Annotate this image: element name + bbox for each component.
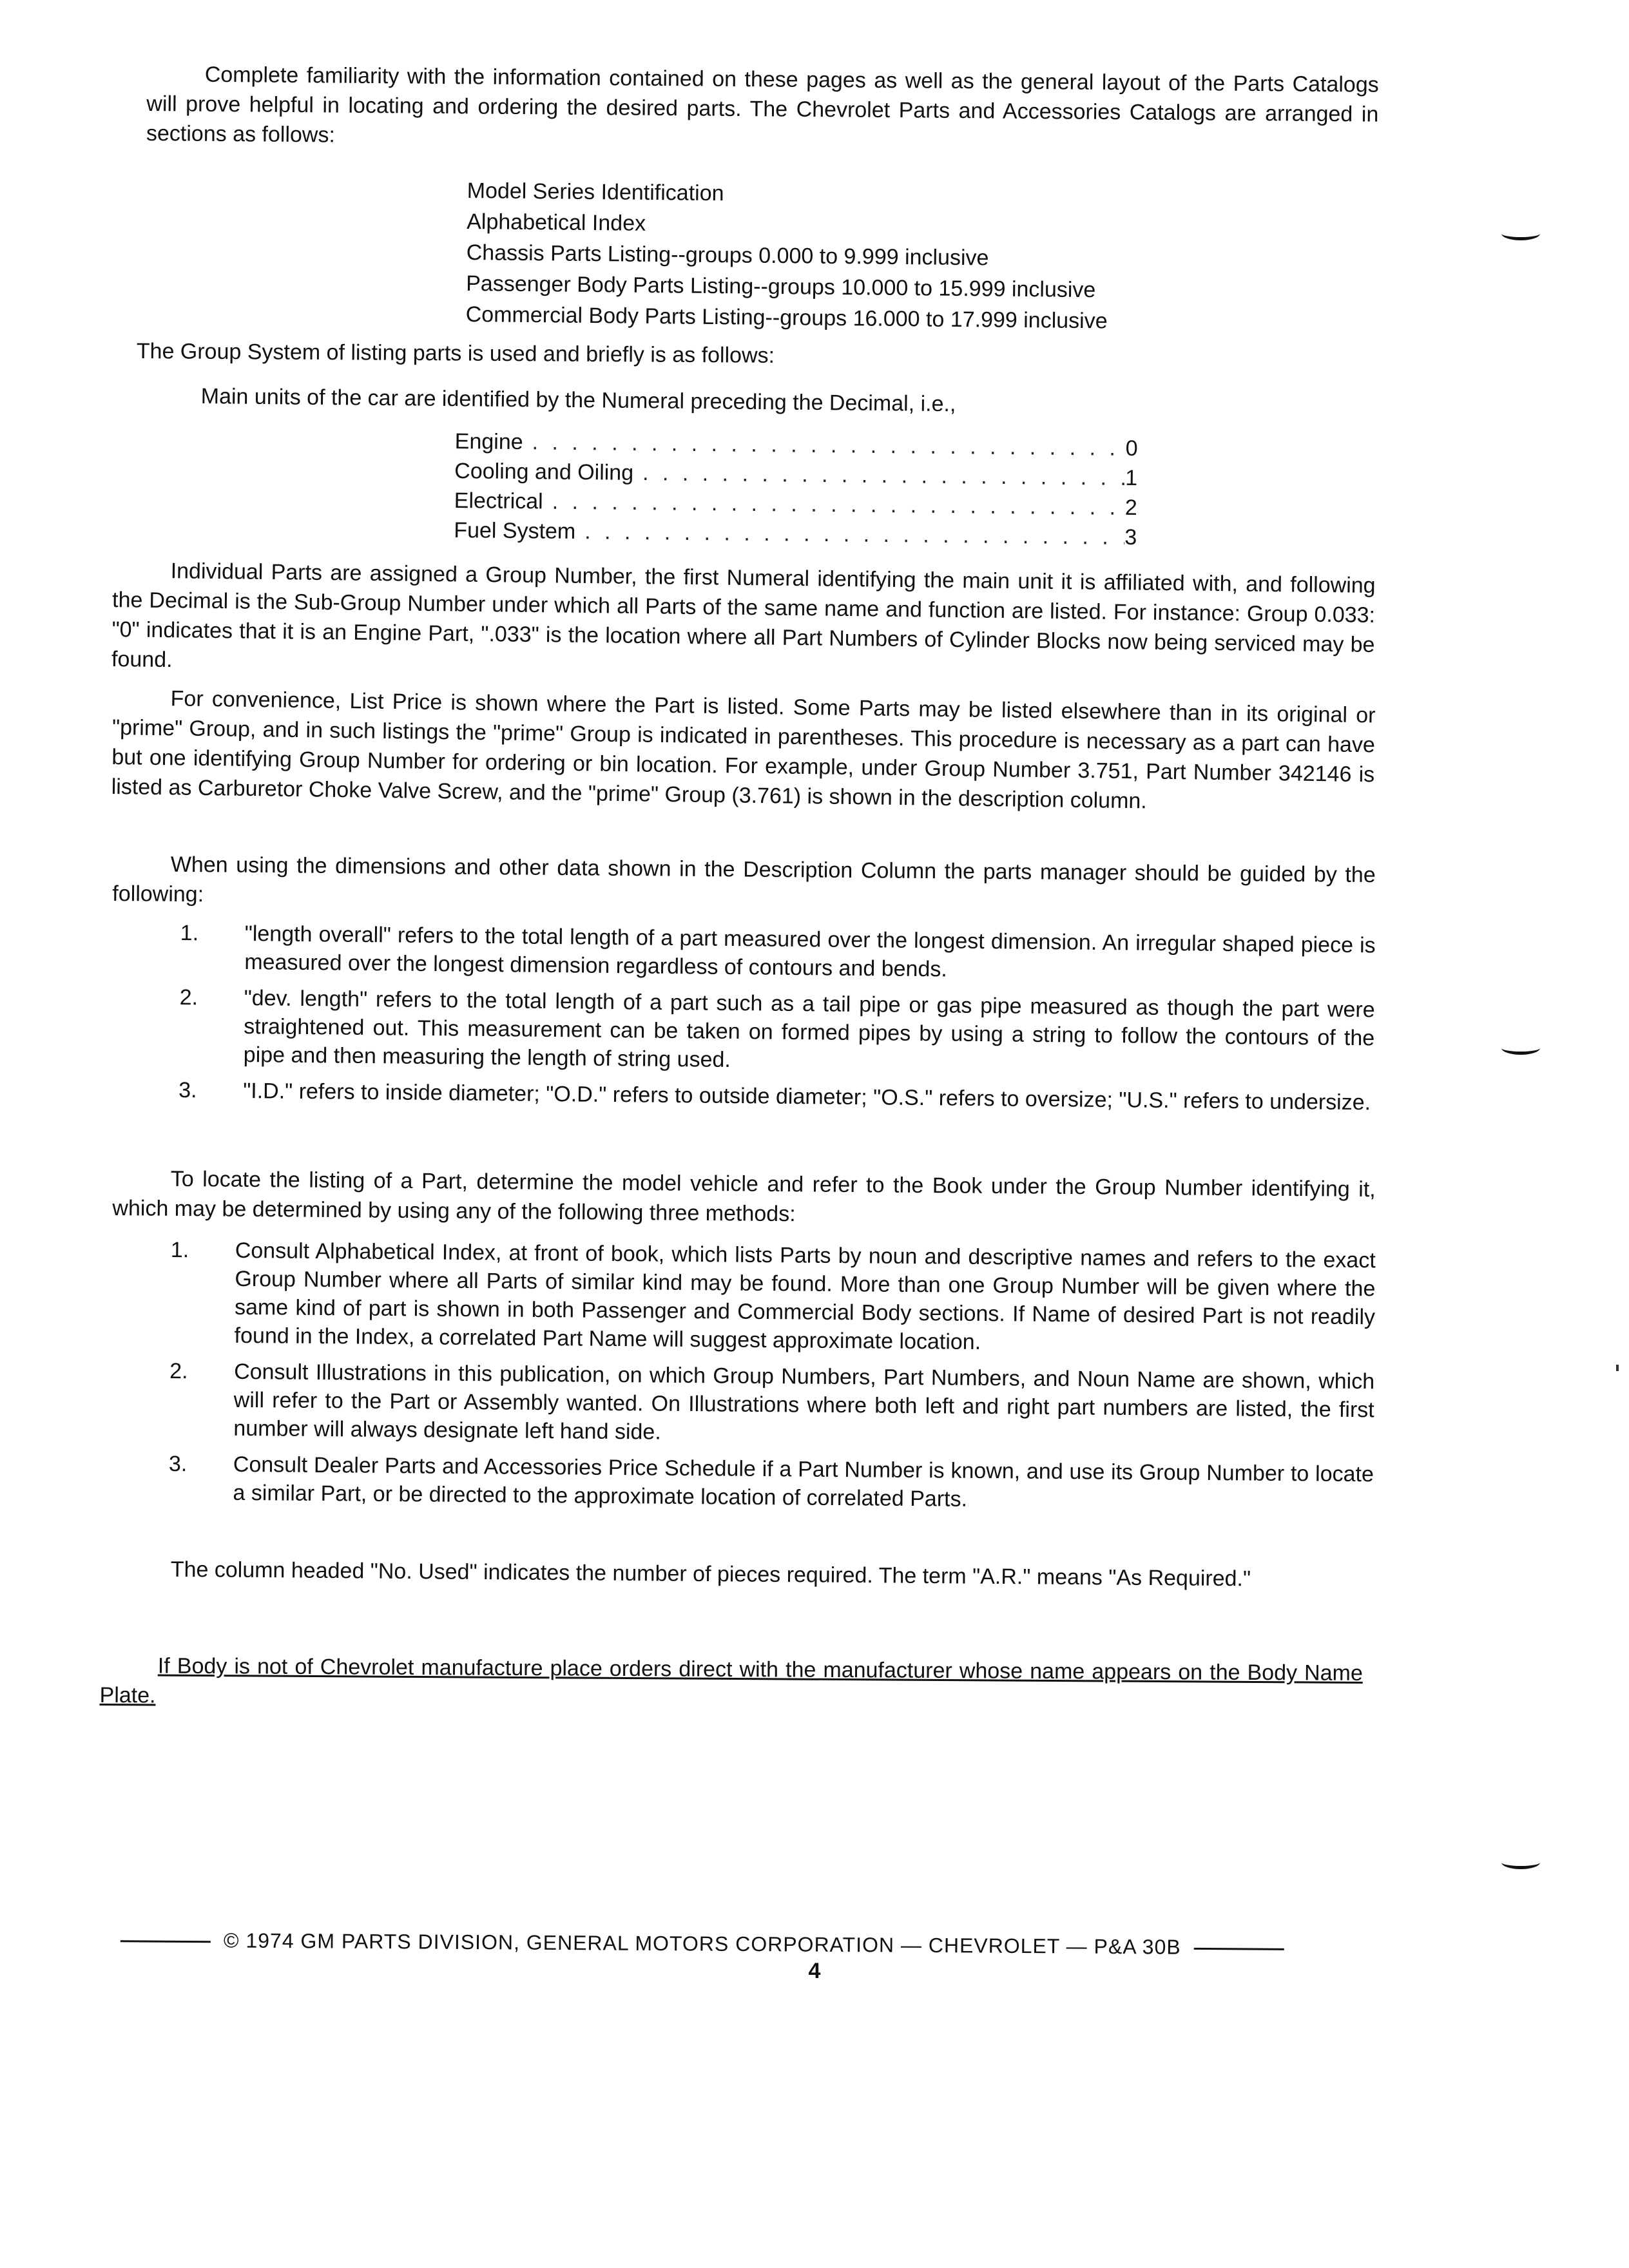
list-number: 3. xyxy=(178,1077,197,1103)
methods-list xyxy=(168,1236,1376,1524)
unit-name: Cooling and Oiling xyxy=(454,458,634,485)
list-number: 1. xyxy=(180,920,199,946)
main-units-table xyxy=(454,427,1138,552)
section-item: Chassis Parts Listing--groups 0.000 to 9.999 inclusive xyxy=(466,240,989,271)
no-used-paragraph: The column headed "No. Used" indicates the number of pieces required. The term "A.R." means "As Required." xyxy=(170,1557,1251,1591)
main-units-intro: Main units of the car are identified by the Numeral preceding the Decimal, i.e., xyxy=(200,383,956,417)
unit-value: 2 xyxy=(1124,495,1137,521)
intro-paragraph: Complete familiarity with the information contained on these pages as well as the general layout of the Parts Catalogs will prove helpful in locating and ordering the desired parts. The Chevrolet Parts and Accessories Catalogs are arranged in sections as follows: xyxy=(146,62,1379,148)
footer-text: © 1974 GM PARTS DIVISION, GENERAL MOTORS CORPORATION — CHEVROLET — P&A 30B xyxy=(223,1928,1181,1959)
list-item xyxy=(178,1076,1374,1117)
list-number: 2. xyxy=(179,985,198,1010)
dot-leader xyxy=(642,458,1126,493)
section-item: Model Series Identification xyxy=(467,178,724,206)
dot-leader xyxy=(584,517,1125,552)
section-item: Alphabetical Index xyxy=(467,209,646,236)
list-item xyxy=(169,1236,1375,1360)
section-item: Commercial Body Parts Listing--groups 16.000 to 17.999 inclusive xyxy=(465,302,1108,334)
unit-name: Electrical xyxy=(454,488,543,514)
punch-hole-mark xyxy=(1501,1856,1540,1869)
unit-name: Fuel System xyxy=(454,517,576,544)
list-item xyxy=(179,983,1375,1081)
list-text: "length overall" refers to the total length of a part measured over the longest dimension. An irregular shaped piece is measured over the longest dimension regardless of contours and bends. xyxy=(244,921,1376,982)
unit-row xyxy=(454,515,1137,552)
group-number-paragraph: Individual Parts are assigned a Group Number, the first Numeral identifying the main unit it is affiliated with, and following the Decimal is the Sub-Group Number under which all Parts of the same name and function are listed. For instance: Group 0.033: "0" indicates that it is an Engine Part, ".033" is the location where all Part Numbers of Cylinder Blocks now being serviced may be found. xyxy=(111,559,1376,673)
unit-name: Engine xyxy=(454,428,523,455)
list-text: Consult Illustrations in this publication, on which Group Numbers, Part Numbers, and Noun Name are shown, which will refer to the Part or Assembly wanted. On Illustrations where both left and right part numbers are listed, the first number will always designate left hand side. xyxy=(233,1359,1375,1445)
list-text: Consult Dealer Parts and Accessories Price Schedule if a Part Number is known, and use its Group Number to locate a similar Part, or be directed to the approximate location of correlated Parts. xyxy=(233,1452,1374,1512)
list-item xyxy=(168,1450,1374,1517)
list-text: Consult Alphabetical Index, at front of book, which lists Parts by noun and descriptive names and refers to the exact Group Number where all Parts of similar kind may be found. More than one Group Number will be given where the same kind of part is shown in both Passenger and Commercial Body sections. If Name of desired Part is not readily found in the Index, a correlated Part Name will suggest approximate location. xyxy=(234,1238,1376,1354)
list-number: 1. xyxy=(170,1237,189,1263)
list-number: 3. xyxy=(168,1451,188,1477)
punch-hole-mark xyxy=(1501,227,1540,240)
page-number: 4 xyxy=(808,1959,821,1983)
section-item: Passenger Body Parts Listing--groups 10.000 to 15.999 inclusive xyxy=(466,271,1096,303)
copyright-footer xyxy=(97,1925,1308,1962)
catalog-sections-list xyxy=(465,175,1108,336)
footer-rule-right xyxy=(1194,1948,1284,1950)
list-item xyxy=(169,1357,1374,1452)
unit-value: 1 xyxy=(1125,465,1138,491)
scan-speck xyxy=(1616,1365,1619,1371)
punch-hole-mark xyxy=(1501,1041,1540,1055)
list-price-paragraph: For convenience, List Price is shown where the Part is listed. Some Parts may be listed elsewhere than in its original or "prime" Group, and in such listings the "prime" Group is indicated in parentheses. This procedure is necessary as a part can have but one identifying Group Number for ordering or bin location. For example, under Group Number 3.751, Part Number 342146 is listed as Carburetor Choke Valve Screw, and the "prime" Group (3.761) is shown in the description column. xyxy=(111,686,1376,814)
unit-value: 0 xyxy=(1125,436,1138,461)
list-number: 2. xyxy=(169,1358,188,1384)
body-manufacturer-note: If Body is not of Chevrolet manufacture place orders direct with the manufacturer whose name appears on the Body Name Plate. xyxy=(99,1653,1363,1708)
dimension-rules-list xyxy=(178,919,1376,1124)
list-text: "dev. length" refers to the total length of a part such as a tail pipe or gas pipe measured as though the part were straightened out. This measurement can be taken on formed pipes by using a string to follow the contours of the pipe and then measuring the length of string used. xyxy=(243,986,1375,1072)
group-system-intro: The Group System of listing parts is used and briefly is as follows: xyxy=(136,338,775,368)
locate-part-paragraph: To locate the listing of a Part, determine the model vehicle and refer to the Book under the Group Number identifying it, which may be determined by using any of the following three methods: xyxy=(112,1166,1376,1227)
list-text: "I.D." refers to inside diameter; "O.D." refers to outside diameter; "O.S." refers to oversize; "U.S." refers to undersize. xyxy=(243,1079,1371,1115)
list-item xyxy=(180,919,1376,988)
dimensions-paragraph: When using the dimensions and other data shown in the Description Column the parts manager should be guided by the following: xyxy=(112,852,1376,907)
unit-value: 3 xyxy=(1124,524,1137,550)
footer-rule-left xyxy=(120,1940,211,1943)
